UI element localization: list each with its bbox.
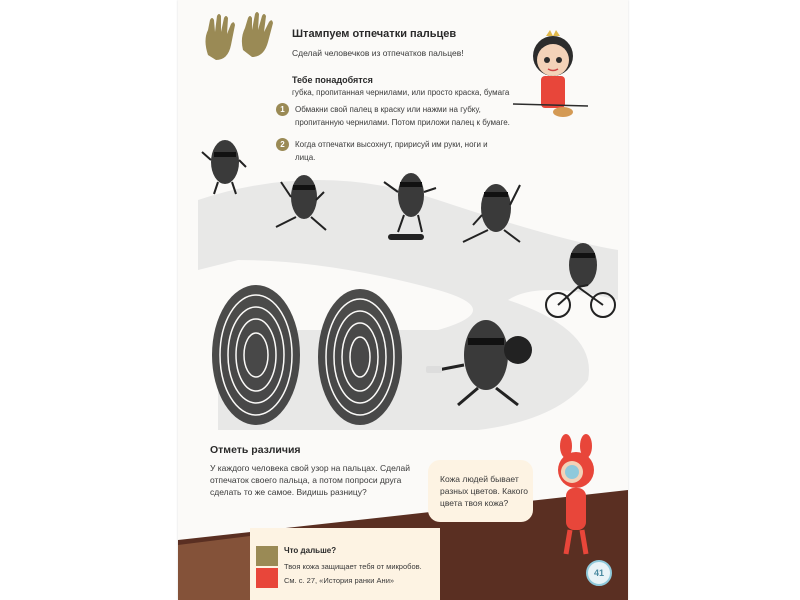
step-text: Обмакни свой палец в краску или нажми на губку, пропитанную чернилами. Потом приложи палец к бумаге. — [295, 105, 510, 127]
differences-text: У каждого человека свой узор на пальцах. Сделай отпечаток своего пальца, а потом попроси друга сделать то же самое. Видишь разницу? — [210, 463, 410, 497]
fingerprint-thief — [458, 170, 538, 250]
fingerprint-thief — [418, 310, 548, 410]
fingerprint-thief — [266, 162, 341, 237]
page-title: Штампуем отпечатки пальцев — [292, 28, 457, 40]
whats-next-heading: Что дальше? — [284, 546, 337, 555]
subtitle: Сделай человечков из отпечатков пальцев! — [292, 48, 464, 58]
bicycle-icon — [543, 235, 618, 320]
step-number: 2 — [276, 138, 289, 151]
swatch-red — [256, 568, 278, 588]
materials-text: губка, пропитанная чернилами, или просто краска, бумага — [292, 88, 510, 97]
step-number: 1 — [276, 103, 289, 116]
swatch-gold — [256, 546, 278, 566]
hands-icon — [198, 10, 278, 65]
skateboard-icon — [388, 234, 424, 240]
fingerprint — [310, 285, 410, 435]
fingerprint-thief — [200, 122, 250, 197]
page-number: 41 — [586, 560, 612, 586]
whats-next-text: Твоя кожа защищает тебя от микробов. — [284, 562, 422, 571]
fingerprint — [206, 280, 306, 430]
differences-heading: Отметь различия — [210, 444, 301, 456]
step-1 — [276, 103, 510, 129]
speech-bubble-text: Кожа людей бывает разных цветов. Какого цвета твоя кожа? — [440, 474, 529, 508]
book-page — [178, 0, 628, 600]
girl-illustration — [508, 28, 598, 123]
materials-heading: Тебе понадобятся — [292, 75, 373, 85]
fingerprint-thief — [376, 160, 446, 245]
whats-next-reference: См. с. 27, «История ранки Ани» — [284, 576, 395, 585]
red-creature-illustration — [546, 432, 616, 562]
step-text: Когда отпечатки высохнут, пририсуй им руки, ноги и лица. — [295, 140, 488, 162]
